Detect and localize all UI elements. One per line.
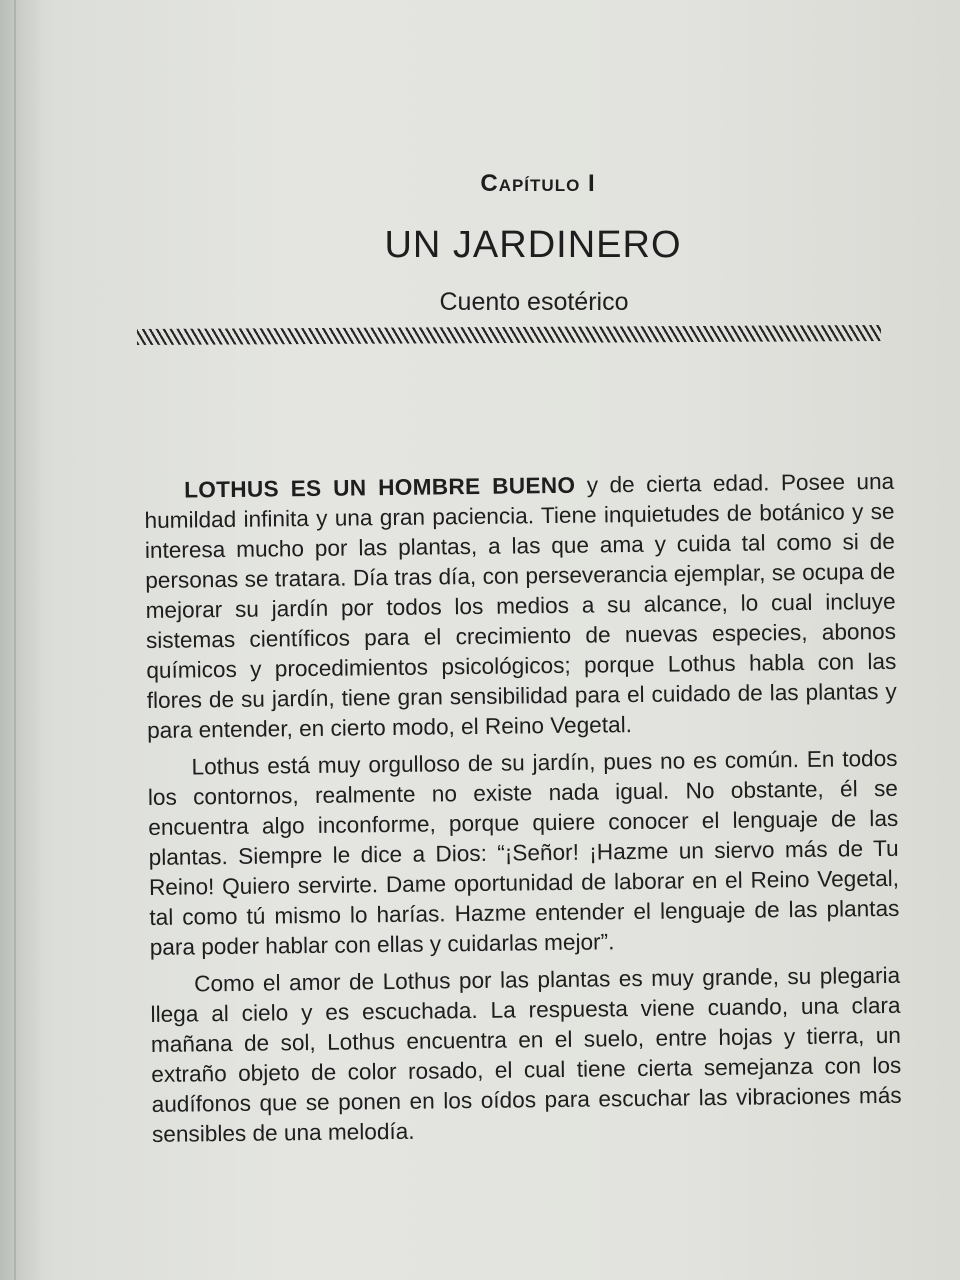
chapter-label: Capítulo I <box>480 170 596 197</box>
paragraph-text: y de cierta edad. Posee una humildad infinita y una gran paciencia. Tiene inquietudes de botánico y se interesa mucho por las plantas, a las que ama y cuida tal como si de personas se tratara. Día tras día, con perseverancia ejemplar, se ocupa de mejorar su jardín por todos los medios a su alcance, lo cual incluye sistemas científicos para el crecimiento de nuevas especies, abonos químicos y procedimientos psicológicos; porque Lothus habla con las flores de su jardín, tiene gran sensibilidad para el cuidado de las plantas y para entender, en cierto modo, el Reino Vegetal. <box>144 468 897 743</box>
decorative-divider <box>137 325 881 345</box>
chapter-body <box>144 467 902 1157</box>
chapter-title: UN JARDINERO <box>384 224 682 266</box>
paragraph-3: Como el amor de Lothus por las plantas es muy grande, su plegaria llega al cielo y es escuchada. La respuesta viene cuando, una clara mañana de sol, Lothus encuentra en el suelo, entre hojas y tierra, un extraño objeto de color rosado, el cual tiene cierta semejanza con los audífonos que se ponen en los oídos para escuchar las vibraciones más sensibles de una melodía. <box>150 962 902 1147</box>
paragraph-1 <box>144 467 897 746</box>
paragraph-lead-in: LOTHUS ES UN HOMBRE BUENO <box>184 472 576 503</box>
chapter-subtitle: Cuento esotérico <box>439 288 629 316</box>
paragraph-2: Lothus está muy orgulloso de su jardín, pues no es común. En todos los contornos, realmente no existe nada igual. No obstante, él se encuentra algo inconforme, porque quiere conocer el lenguaje de las plantas. Siempre le dice a Dios: “¡Señor! ¡Hazme un siervo más de Tu Reino! Quiero servirte. Dame oportunidad de laborar en el Reino Vegetal, tal como tú mismo lo harías. Hazme entender el lenguaje de las plantas para poder hablar con ellas y cuidarlas mejor”. <box>147 745 900 960</box>
